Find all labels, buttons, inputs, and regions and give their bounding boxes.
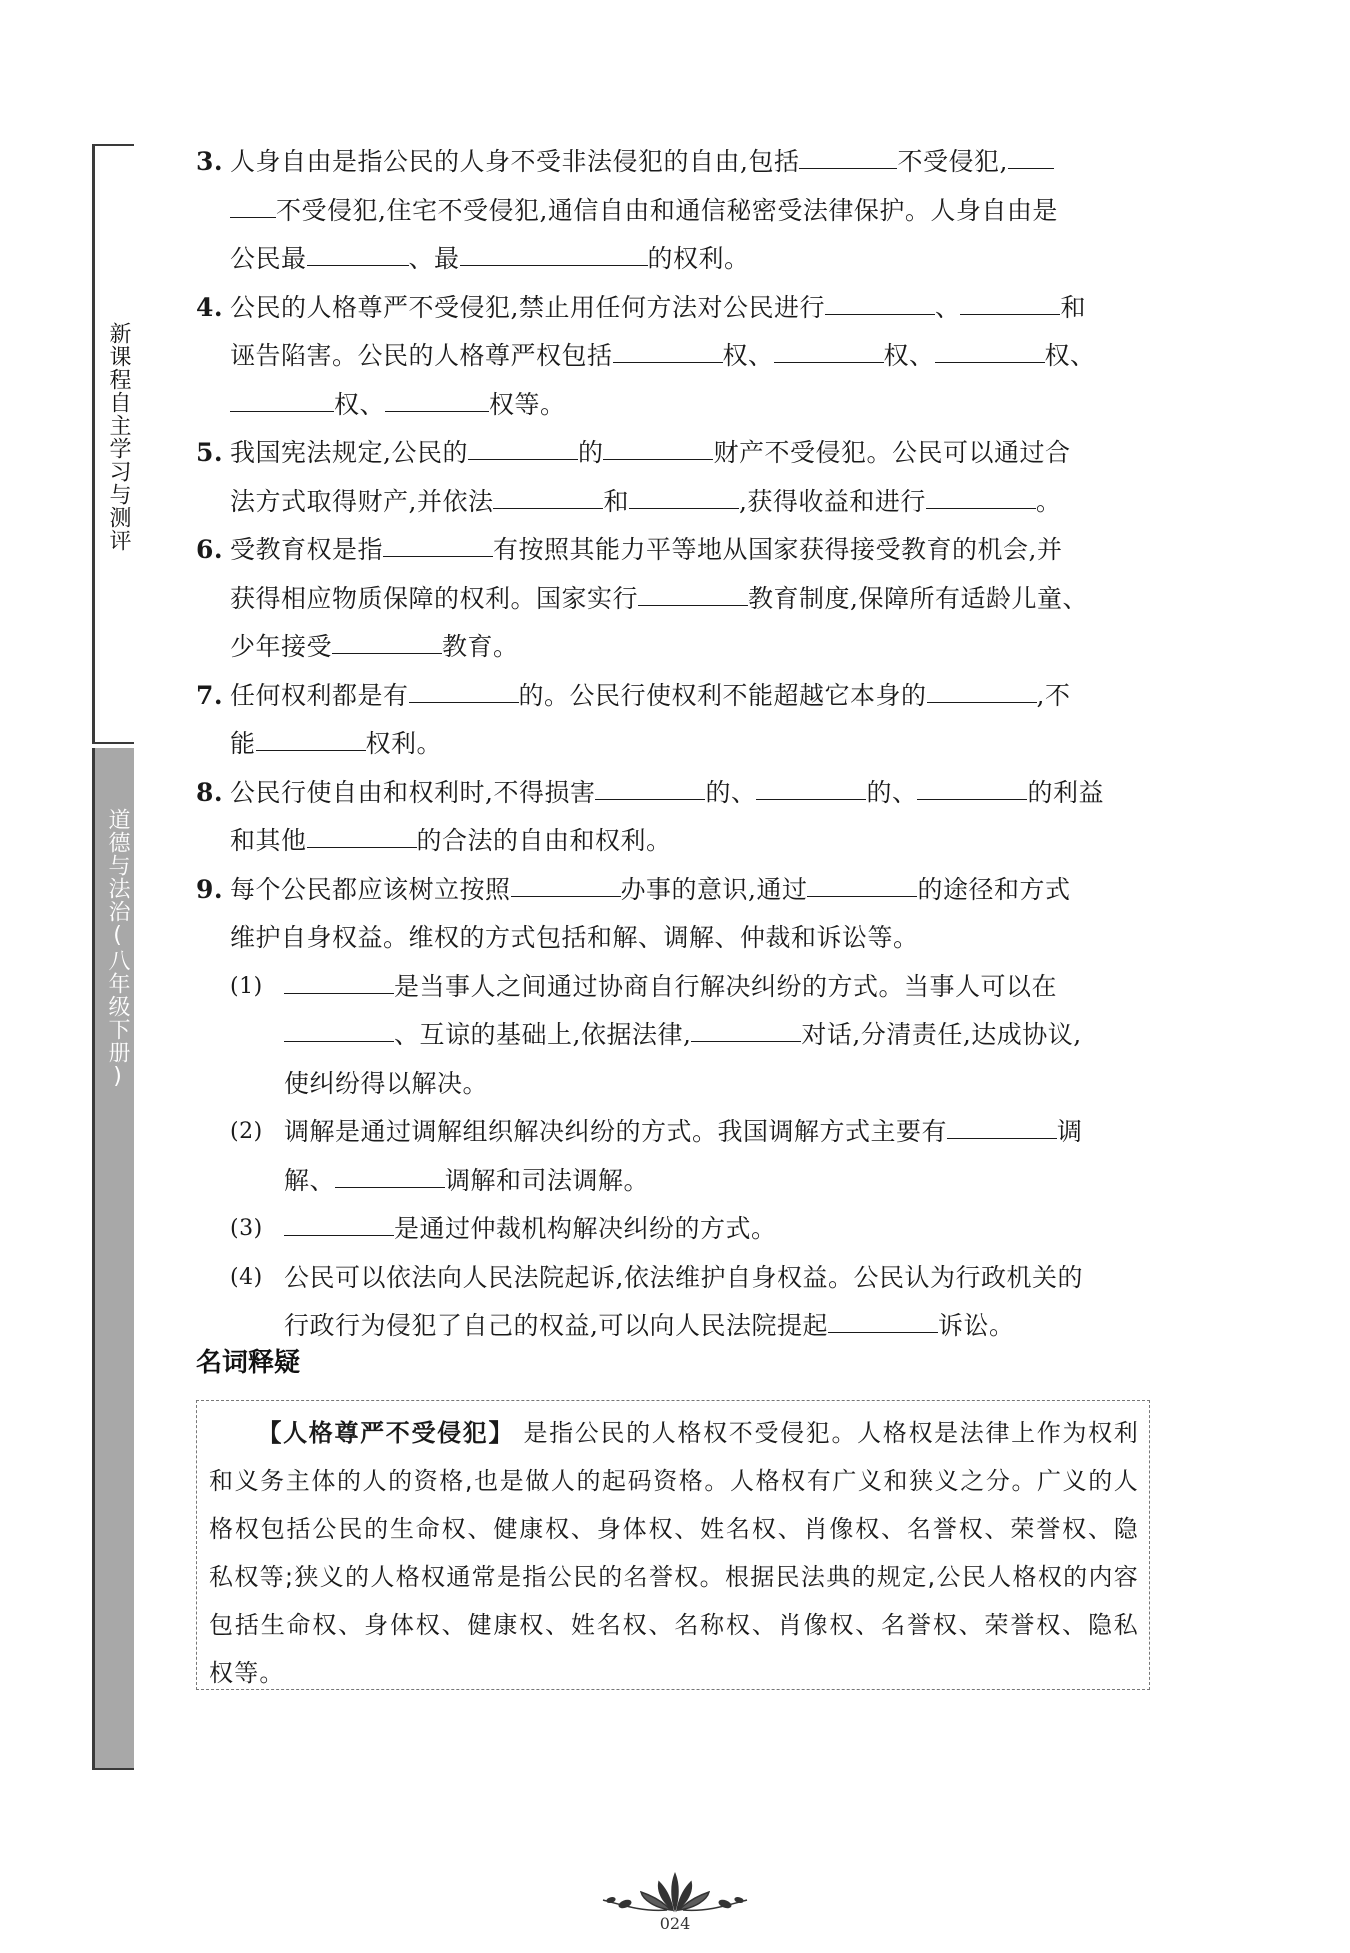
answer-blank[interactable] xyxy=(468,429,578,460)
answer-blank[interactable] xyxy=(335,1157,445,1188)
answer-blank[interactable] xyxy=(383,526,493,557)
text: 调 xyxy=(1057,1117,1083,1146)
text: 行政行为侵犯了自己的权益,可以向人民法院提起 xyxy=(284,1311,828,1340)
question-number: 5. xyxy=(196,438,224,467)
text: 教育。 xyxy=(442,632,519,661)
text: 和 xyxy=(603,486,629,516)
text: 是当事人之间通过协商自行解决纠纷的方式。当事人可以在 xyxy=(394,971,1058,1001)
text: 获得相应物质保障的权利。国家实行 xyxy=(230,583,639,613)
text: 、 xyxy=(934,292,961,322)
sub-question-4 xyxy=(196,1254,1156,1351)
text: 的合法的自由和权利。 xyxy=(416,826,672,855)
answer-blank[interactable] xyxy=(409,672,519,703)
question-8 xyxy=(196,769,1156,866)
answer-blank[interactable] xyxy=(493,478,603,509)
answer-blank[interactable] xyxy=(828,1302,938,1333)
text: 我国宪法规定,公民的 xyxy=(230,438,468,467)
text: 、最 xyxy=(408,244,460,273)
answer-blank[interactable] xyxy=(460,235,648,266)
answer-blank[interactable] xyxy=(825,284,935,315)
question-number: 7. xyxy=(196,680,224,710)
leaf-ornament-icon xyxy=(595,1870,755,1914)
answer-blank[interactable] xyxy=(385,381,489,412)
answer-blank[interactable] xyxy=(603,429,713,460)
text: 人身自由是指公民的人身不受非法侵犯的自由,包括 xyxy=(230,147,800,176)
question-3 xyxy=(196,138,1156,284)
sub-question-3 xyxy=(196,1205,1156,1254)
question-number: 8. xyxy=(196,777,224,807)
text: 受教育权是指 xyxy=(230,535,384,564)
text: 是通过仲裁机构解决纠纷的方式。 xyxy=(394,1214,777,1243)
question-6 xyxy=(196,526,1156,672)
answer-blank[interactable] xyxy=(595,769,705,800)
answer-blank[interactable] xyxy=(756,769,866,800)
text: ,不 xyxy=(1036,680,1071,710)
question-9 xyxy=(196,866,1156,1351)
question-4 xyxy=(196,284,1156,430)
text: 任何权利都是有 xyxy=(230,680,409,710)
question-list xyxy=(196,138,1156,1351)
answer-blank[interactable] xyxy=(332,623,442,654)
sub-question-1 xyxy=(196,963,1156,1109)
question-7 xyxy=(196,672,1156,769)
text: 公民行使自由和权利时,不得损害 xyxy=(230,777,596,807)
text: 诉讼。 xyxy=(937,1311,1015,1340)
question-number: 4. xyxy=(196,292,224,322)
question-number: 9. xyxy=(196,874,224,904)
text: 的 xyxy=(577,438,604,467)
glossary-box xyxy=(196,1400,1150,1690)
answer-blank[interactable] xyxy=(256,720,366,751)
text: 的。公民行使权利不能超越它本身的 xyxy=(518,680,927,710)
answer-blank[interactable] xyxy=(799,138,897,169)
subject-title: 道德与法治(八年级下册) xyxy=(105,808,130,1090)
text: 。 xyxy=(1035,486,1062,516)
text: 调解是通过调解组织解决纠纷的方式。我国调解方式主要有 xyxy=(284,1117,948,1146)
sub-number: (3) xyxy=(230,1216,263,1241)
answer-blank[interactable] xyxy=(284,963,394,994)
text: 、互谅的基础上,依据法律, xyxy=(394,1020,692,1049)
question-number: 6. xyxy=(196,535,224,564)
text: 财产不受侵犯。公民可以通过合 xyxy=(713,438,1071,467)
text: 使纠纷得以解决。 xyxy=(284,1068,489,1098)
text: 和 xyxy=(1060,292,1086,322)
text: 少年接受 xyxy=(230,632,333,661)
text: 的权利。 xyxy=(647,244,750,273)
answer-blank[interactable] xyxy=(284,1011,394,1042)
sub-number: (4) xyxy=(230,1264,263,1290)
text: 维护自身权益。维权的方式包括和解、调解、仲裁和诉讼等。 xyxy=(230,923,919,952)
answer-blank[interactable] xyxy=(807,866,917,897)
text: 办事的意识,通过 xyxy=(620,874,808,904)
text: 公民可以依法向人民法院起诉,依法维护自身权益。公民认为行政机关的 xyxy=(284,1262,1083,1292)
text: 解、 xyxy=(284,1165,336,1195)
sub-number: (2) xyxy=(230,1119,263,1144)
glossary-term: 【人格尊严不受侵犯】 xyxy=(257,1419,515,1447)
answer-blank[interactable] xyxy=(960,284,1060,315)
answer-blank[interactable] xyxy=(917,769,1027,800)
book-title: 新课程自主学习与测评 xyxy=(106,322,131,552)
text: 权、 xyxy=(722,341,774,370)
text: 调解和司法调解。 xyxy=(445,1165,650,1195)
text: 权、 xyxy=(334,389,386,419)
answer-blank[interactable] xyxy=(774,332,884,363)
question-number: 3. xyxy=(196,147,224,176)
answer-blank[interactable] xyxy=(307,235,409,266)
answer-blank[interactable] xyxy=(691,1011,801,1042)
answer-blank[interactable] xyxy=(629,478,739,509)
answer-blank[interactable] xyxy=(947,1108,1057,1139)
text: 的、 xyxy=(866,777,918,807)
text: 不受侵犯, xyxy=(897,147,1008,176)
text: 权、 xyxy=(883,341,935,370)
page-number: 024 xyxy=(659,1914,691,1933)
section-heading: 名词释疑 xyxy=(196,1348,301,1378)
text: 权等。 xyxy=(489,389,566,419)
sub-number: (1) xyxy=(230,973,263,999)
answer-blank[interactable] xyxy=(638,575,748,606)
text: 诬告陷害。公民的人格尊严权包括 xyxy=(230,341,613,370)
glossary-text: 是指公民的人格权不受侵犯。人格权是法律上作为权利和义务主体的人的资格,也是做人的起码资格。人格权有广义和狭义之分。广义的人格权包括公民的生命权、健康权、身体权、姓名权、肖像权、名誉权、荣誉权、隐私权等;狭义的人格权通常是指公民的名誉权。根据民法典的规定,公民人格权的内容包括生命权、身体权、健康权、姓名权、名称权、肖像权、名誉权、荣誉权、隐私权等。 xyxy=(209,1419,1140,1687)
answer-blank[interactable] xyxy=(1008,138,1054,169)
text: 教育制度,保障所有适龄儿童、 xyxy=(748,583,1088,613)
answer-blank[interactable] xyxy=(927,672,1037,703)
text: 公民最 xyxy=(230,244,307,273)
text: 每个公民都应该树立按照 xyxy=(230,874,511,904)
answer-blank[interactable] xyxy=(230,381,334,412)
text: 权、 xyxy=(1044,341,1096,370)
text: 对话,分清责任,达成协议, xyxy=(801,1020,1082,1049)
answer-blank[interactable] xyxy=(511,866,621,897)
text: 公民的人格尊严不受侵犯,禁止用任何方法对公民进行 xyxy=(230,292,825,322)
answer-blank[interactable] xyxy=(613,332,723,363)
question-5 xyxy=(196,429,1156,526)
text: 权利。 xyxy=(365,729,443,758)
answer-blank[interactable] xyxy=(284,1205,394,1236)
text: 的途径和方式 xyxy=(917,874,1071,904)
text: 法方式取得财产,并依法 xyxy=(230,486,494,516)
answer-blank[interactable] xyxy=(935,332,1045,363)
text: 和其他 xyxy=(230,826,307,855)
text: 的、 xyxy=(705,777,757,807)
answer-blank[interactable] xyxy=(926,478,1036,509)
text: 的利益 xyxy=(1027,777,1104,807)
text: 不受侵犯,住宅不受侵犯,通信自由和通信秘密受法律保护。人身自由是 xyxy=(276,195,1058,225)
sub-question-2 xyxy=(196,1108,1156,1205)
answer-blank[interactable] xyxy=(307,817,417,848)
text: 有按照其能力平等地从国家获得接受教育的机会,并 xyxy=(493,535,1063,564)
text: ,获得收益和进行 xyxy=(738,486,926,516)
text: 能 xyxy=(230,729,256,758)
answer-blank[interactable] xyxy=(230,187,276,218)
